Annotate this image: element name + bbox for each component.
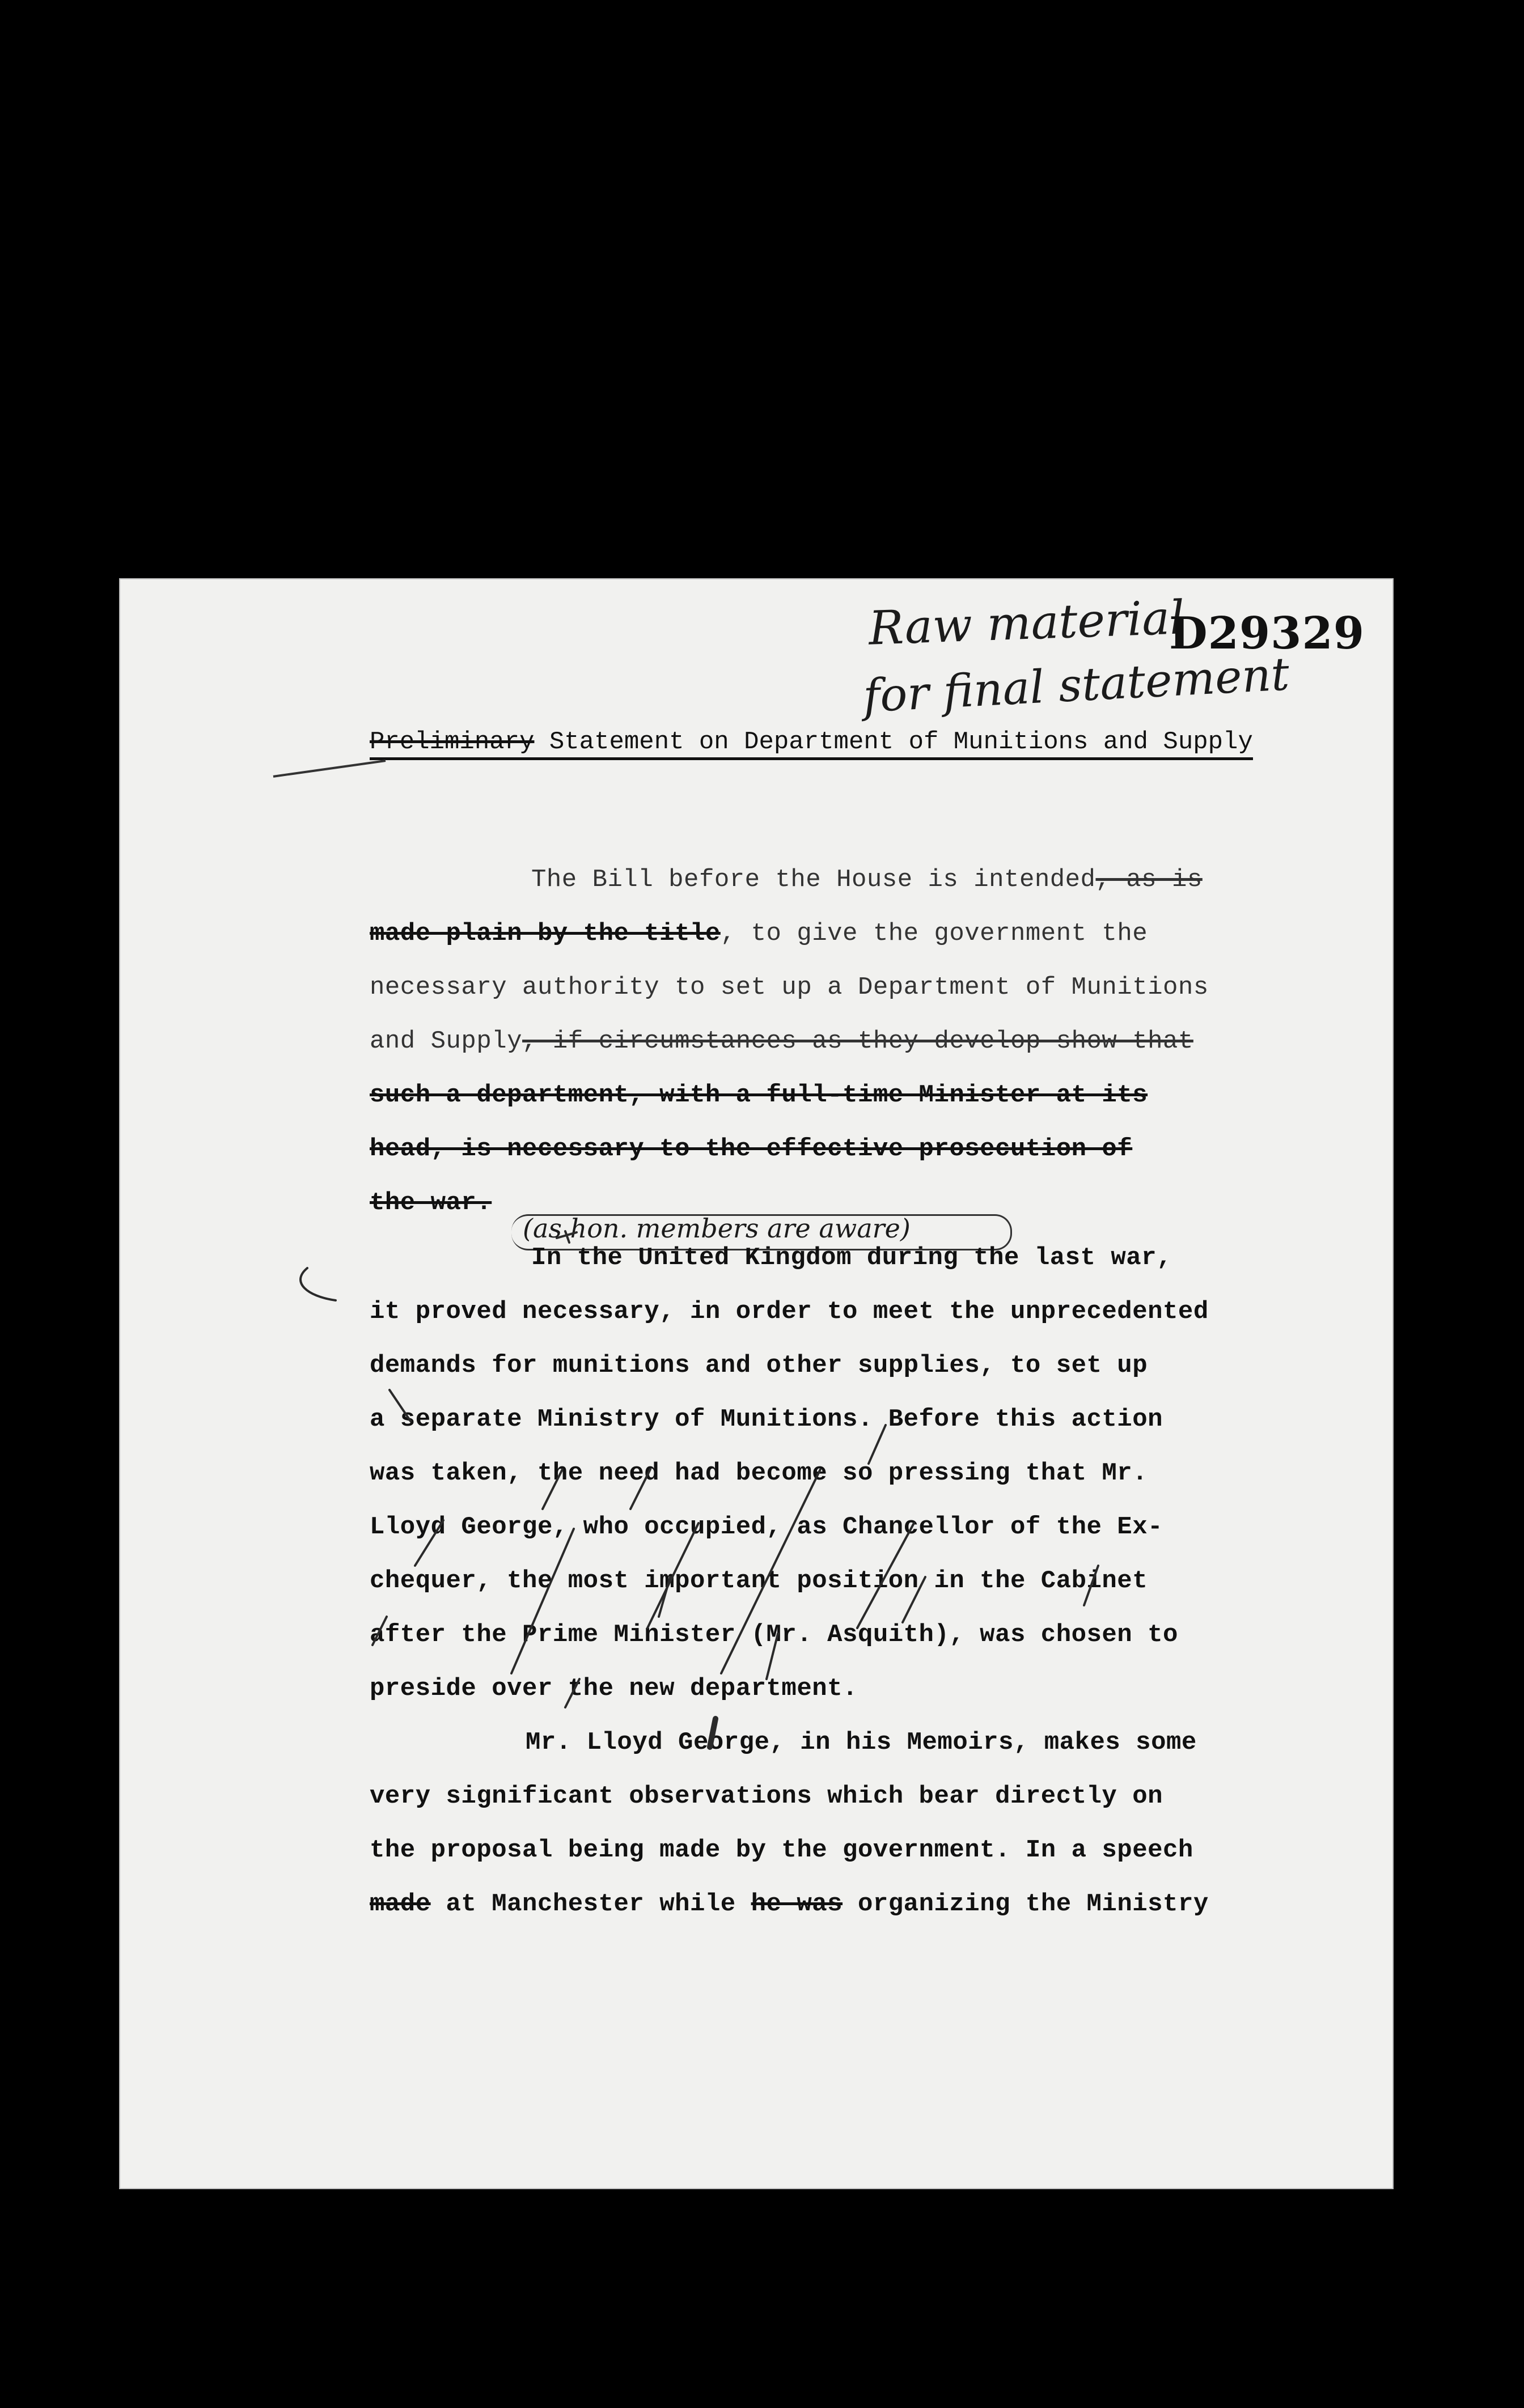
text-line-10: demands for munitions and other supplies, to set up bbox=[370, 1351, 1148, 1380]
text-line-4: and Supply, if circumstances as they develop show that bbox=[370, 1027, 1193, 1055]
text-line-2: made plain by the title, to give the government the bbox=[370, 919, 1148, 948]
text-line-8: In the United Kingdom during the last war, bbox=[531, 1244, 1172, 1272]
text-line-7: the war. bbox=[370, 1189, 492, 1217]
text-line-15: after the Prime Minister (Mr. Asquith), was chosen to bbox=[370, 1621, 1178, 1649]
text-line-6: head, is necessary to the effective prosecution of bbox=[370, 1135, 1133, 1163]
document-number: D29329 bbox=[1169, 608, 1365, 659]
text-line-16: preside over the new department. bbox=[370, 1674, 858, 1703]
text-line-14: chequer, the most important position in the Cabinet bbox=[370, 1567, 1148, 1595]
text-line-17: Mr. Lloyd George, in his Memoirs, makes some bbox=[526, 1728, 1197, 1757]
handwritten-note-line1: Raw material bbox=[867, 591, 1186, 656]
text-line-11: a separate Ministry of Munitions. Before this action bbox=[370, 1405, 1163, 1434]
text-line-18: very significant observations which bear directly on bbox=[370, 1782, 1163, 1811]
handwritten-insertion: (as hon. members are aware) bbox=[523, 1213, 911, 1244]
text-line-20: made at Manchester while he was organizing the Ministry bbox=[370, 1890, 1209, 1918]
text-line-9: it proved necessary, in order to meet the unprecedented bbox=[370, 1298, 1209, 1326]
text-line-1: The Bill before the House is intended, as is bbox=[531, 866, 1203, 894]
title-struck-word: Preliminary bbox=[370, 728, 535, 756]
handwritten-note-line2: for final statement bbox=[862, 647, 1291, 723]
text-line-12: was taken, the need had become so pressing that Mr. bbox=[370, 1459, 1148, 1487]
document-page bbox=[120, 579, 1392, 2188]
title-text: Statement on Department of Munitions and Supply bbox=[549, 728, 1253, 756]
text-line-19: the proposal being made by the government. In a speech bbox=[370, 1836, 1193, 1864]
text-line-5: such a department, with a full-time Minister at its bbox=[370, 1081, 1148, 1109]
text-line-3: necessary authority to set up a Department of Munitions bbox=[370, 973, 1209, 1002]
text-line-13: Lloyd George, who occupied, as Chancellor of the Ex- bbox=[370, 1513, 1163, 1541]
